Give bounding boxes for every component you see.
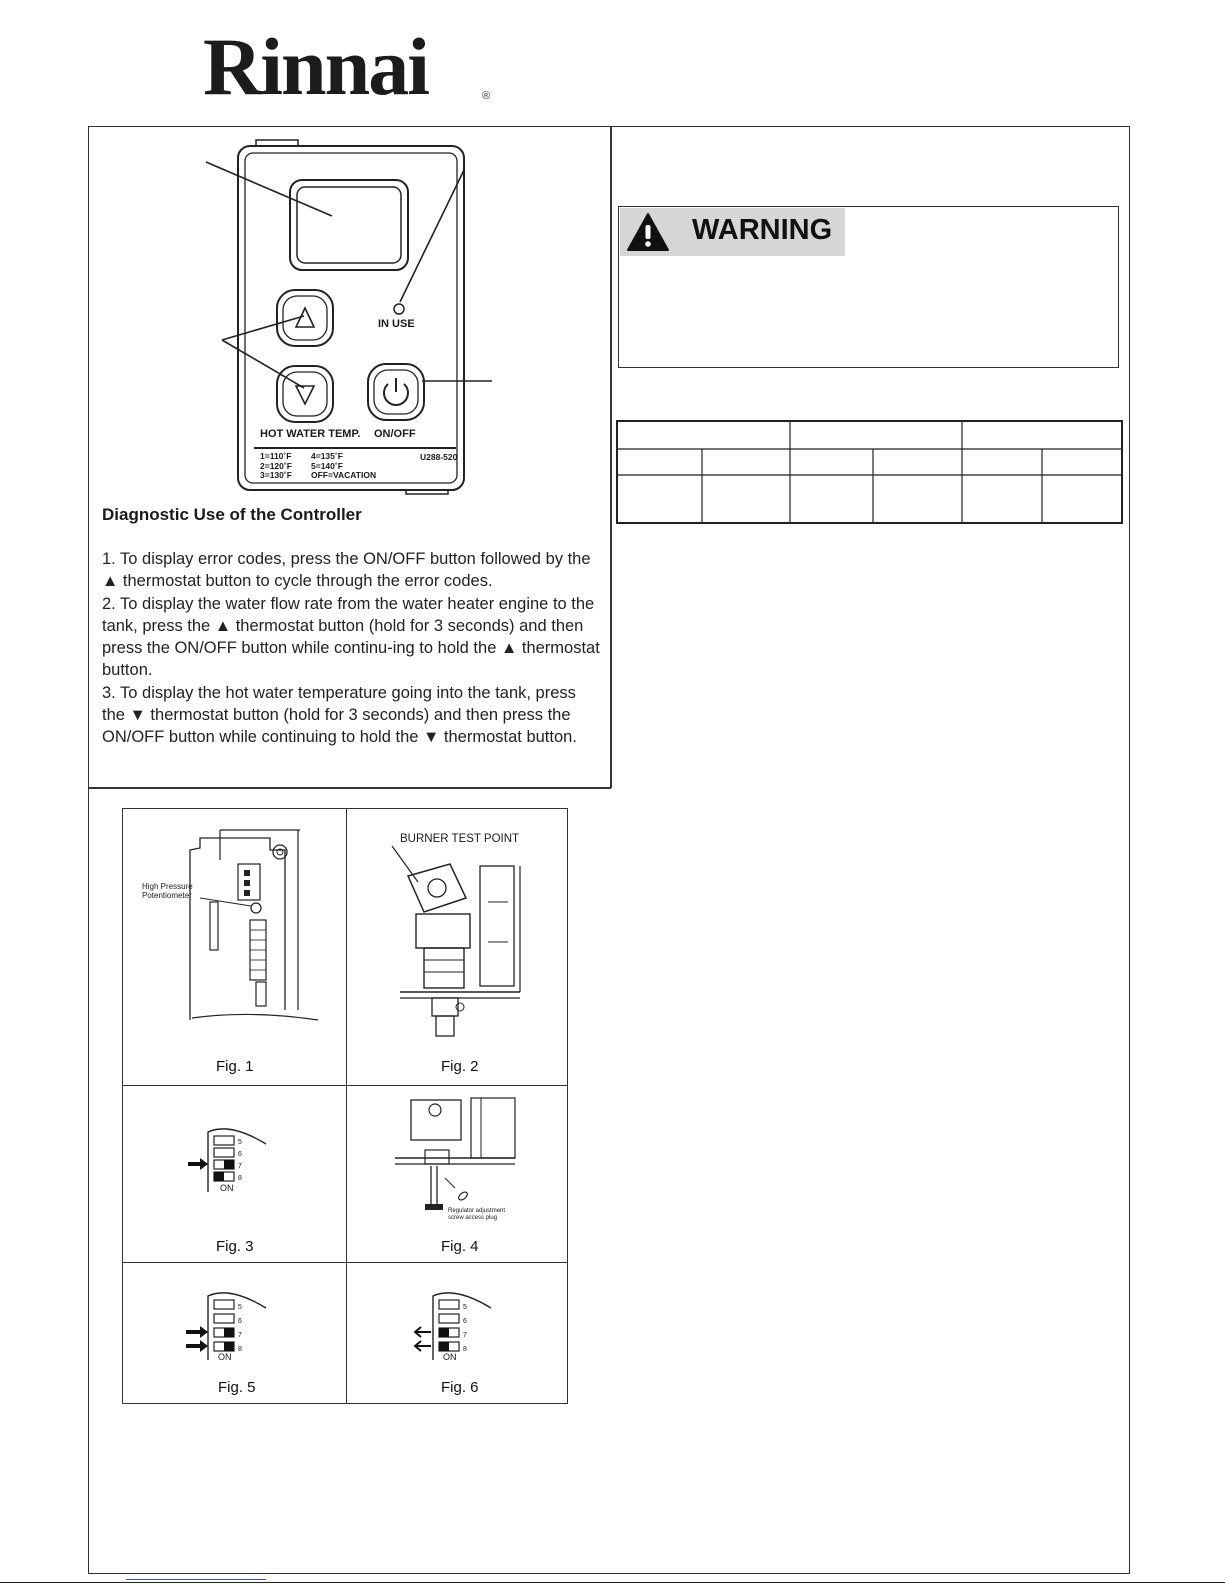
- warning-label: WARNING: [692, 214, 833, 246]
- hot-water-temp-label: HOT WATER TEMP.: [260, 428, 361, 440]
- dip-number: 6: [463, 1318, 467, 1325]
- footer-link-underline[interactable]: [126, 1579, 266, 1580]
- model-code: U288-520: [420, 452, 458, 462]
- footer-rule: [0, 1582, 1225, 1583]
- in-use-label: IN USE: [378, 318, 415, 330]
- dip-number: 5: [238, 1304, 242, 1311]
- data-table-grid: [616, 420, 1124, 526]
- fig6-dip-numbers: [463, 1301, 467, 1357]
- temp-settings-col2: [311, 452, 376, 481]
- fig5-on-label: ON: [218, 1352, 232, 1362]
- fig4-regulator-drawing: [385, 1096, 535, 1216]
- dip-number: 5: [238, 1139, 242, 1146]
- fig4-caption: Fig. 4: [441, 1238, 479, 1255]
- temp-setting: 1=110˚F: [260, 451, 292, 461]
- dip-number: 7: [238, 1163, 242, 1170]
- diagnostic-step: 2. To display the water flow rate from the water heater engine to the tank, press the ▲ thermostat button (hold for 3 seconds) and then press the ON/OFF button while continu-ing to hold the ▲ thermostat button.: [102, 594, 600, 680]
- fig3-dip-numbers: [238, 1137, 242, 1185]
- diagnostic-title: Diagnostic Use of the Controller: [102, 505, 362, 524]
- fig1-label: High Pressure Potentiometer: [142, 882, 193, 900]
- registered-mark: ®: [482, 90, 491, 102]
- temp-setting: 4=135˚F: [311, 451, 343, 461]
- diagnostic-step: 3. To display the hot water temperature going into the tank, press the ▼ thermostat button (hold for 3 seconds) and then press the ON/OFF button while continuing to hold the ▼ thermostat button.: [102, 683, 577, 747]
- dip-number: 7: [238, 1332, 242, 1339]
- figures-hdiv: [122, 1262, 568, 1263]
- figures-hdiv: [122, 1085, 568, 1086]
- temp-setting: 2=120˚F: [260, 460, 292, 471]
- fig2-burner-drawing: [380, 842, 540, 1042]
- brand-logo: Rinnai: [203, 21, 428, 112]
- fig1-circuit-board-drawing: [130, 820, 340, 1025]
- fig3-on-label: ON: [220, 1183, 234, 1193]
- diagnostic-steps: [102, 548, 600, 749]
- dip-number: 8: [238, 1346, 242, 1353]
- fig6-on-label: ON: [443, 1352, 457, 1362]
- controller-illustration: [200, 136, 500, 498]
- dip-number: 8: [238, 1175, 242, 1182]
- fig2-label: BURNER TEST POINT: [400, 833, 520, 845]
- diagnostic-step: 1. To display error codes, press the ON/OFF button followed by the ▲ thermostat button to cycle through the error codes.: [102, 550, 591, 591]
- figures-vdiv: [346, 808, 347, 1404]
- warning-triangle-icon: [626, 212, 670, 252]
- dip-number: 5: [463, 1304, 467, 1311]
- temp-settings-col1: [260, 452, 292, 481]
- fig1-caption: Fig. 1: [216, 1058, 254, 1075]
- temp-setting: 3=130˚F: [260, 470, 292, 480]
- section-divider: [88, 787, 611, 789]
- fig4-label: Regulator adjustment screw access plug: [448, 1208, 506, 1221]
- column-divider: [610, 126, 612, 788]
- fig2-caption: Fig. 2: [441, 1058, 479, 1075]
- fig3-caption: Fig. 3: [216, 1238, 254, 1255]
- dip-number: 6: [238, 1151, 242, 1158]
- dip-number: 7: [463, 1332, 467, 1339]
- dip-number: 8: [463, 1346, 467, 1353]
- fig5-dip-numbers: [238, 1301, 242, 1357]
- fig6-caption: Fig. 6: [441, 1379, 479, 1396]
- temp-setting: 5=140˚F: [311, 460, 343, 471]
- dip-number: 6: [238, 1318, 242, 1325]
- temp-setting: OFF=VACATION: [311, 470, 377, 480]
- fig5-caption: Fig. 5: [218, 1379, 256, 1396]
- onoff-label: ON/OFF: [374, 428, 416, 440]
